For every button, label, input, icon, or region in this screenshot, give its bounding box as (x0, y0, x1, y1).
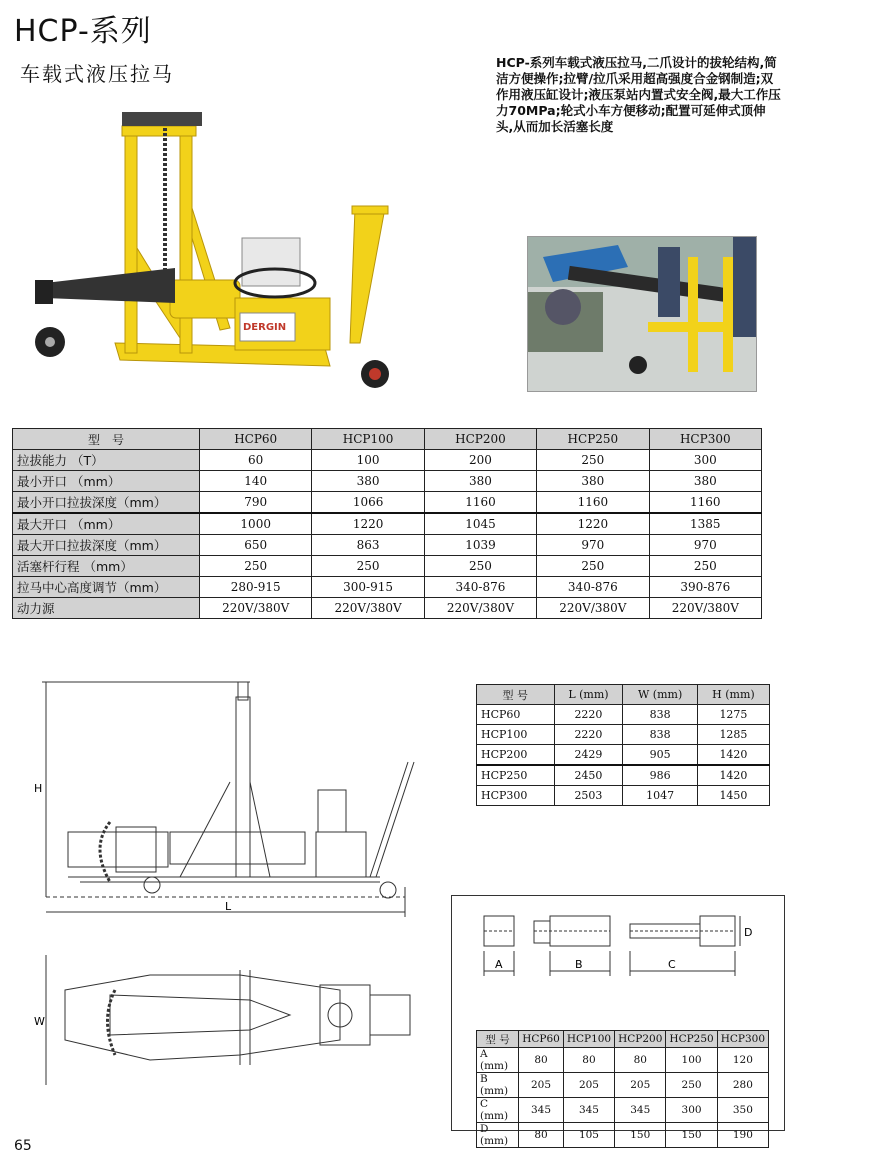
header-cell: HCP300 (717, 1031, 768, 1048)
header-cell: HCP100 (563, 1031, 614, 1048)
side-view-drawing (20, 672, 440, 922)
product-description: HCP-系列车载式液压拉马,二爪设计的拔轮结构,简洁方便操作;拉臂/拉爪采用超高强度合金钢制造;双作用液压缸设计;液压泵站内置式安全阀,最大工作压力70MPa;轮式小车方便移动;配置可延伸式顶伸头,从而加长活塞长度 (496, 55, 781, 134)
header-cell: HCP60 (519, 1031, 564, 1048)
table-row (477, 786, 770, 806)
table-cell: 220V/380V (649, 598, 761, 619)
table-row (13, 535, 762, 556)
table-cell: 1066 (312, 492, 424, 514)
table-cell: HCP60 (477, 705, 555, 725)
table-row (477, 1098, 769, 1123)
page-number: 65 (14, 1138, 32, 1154)
table-cell: 970 (537, 535, 649, 556)
table-cell: 120 (717, 1048, 768, 1073)
extension-head-table (476, 1030, 769, 1148)
dim-label-w: W (34, 1015, 45, 1028)
table-cell: 2503 (554, 786, 623, 806)
table-cell: 250 (312, 556, 424, 577)
table-cell: 863 (312, 535, 424, 556)
table-cell: 250 (666, 1073, 717, 1098)
table-cell: 1039 (424, 535, 536, 556)
table-cell: 970 (649, 535, 761, 556)
page-subtitle: 车载式液压拉马 (20, 62, 174, 86)
table-cell: 905 (623, 745, 697, 766)
table-cell: C (mm) (477, 1098, 519, 1123)
table-cell: 220V/380V (312, 598, 424, 619)
table-cell: 250 (537, 556, 649, 577)
table-header-row (477, 1031, 769, 1048)
table-cell: 1160 (537, 492, 649, 514)
table-cell: 380 (424, 471, 536, 492)
table-cell: 1275 (697, 705, 769, 725)
table-cell: 250 (537, 450, 649, 471)
table-row (13, 450, 762, 471)
table-row (13, 598, 762, 619)
dimension-table (476, 684, 770, 806)
table-cell: 250 (200, 556, 312, 577)
header-cell: HCP250 (537, 429, 649, 450)
table-cell: 280-915 (200, 577, 312, 598)
header-cell: 型 号 (13, 429, 200, 450)
row-label: 拉拔能力 （T） (13, 450, 200, 471)
table-cell: 150 (615, 1123, 666, 1148)
table-cell: 838 (623, 705, 697, 725)
table-cell: 250 (649, 556, 761, 577)
header-cell: 型 号 (477, 685, 555, 705)
extension-head-drawing (452, 896, 784, 1006)
table-cell: 345 (615, 1098, 666, 1123)
table-cell: 380 (312, 471, 424, 492)
table-cell: 380 (537, 471, 649, 492)
header-cell: HCP200 (424, 429, 536, 450)
table-cell: 1160 (649, 492, 761, 514)
table-header-row (13, 429, 762, 450)
table-cell: 790 (200, 492, 312, 514)
dim-label-d: D (744, 926, 753, 939)
table-cell: 80 (615, 1048, 666, 1073)
table-row (13, 577, 762, 598)
table-cell: 345 (563, 1098, 614, 1123)
table-cell: 300 (666, 1098, 717, 1123)
dim-label-c: C (668, 958, 676, 971)
table-cell: 80 (519, 1048, 564, 1073)
table-cell: 1047 (623, 786, 697, 806)
header-cell: 型 号 (477, 1031, 519, 1048)
dim-label-b: B (575, 958, 583, 971)
table-cell: 345 (519, 1098, 564, 1123)
table-cell: 1420 (697, 745, 769, 766)
usage-photo (527, 236, 757, 392)
table-cell: 1285 (697, 725, 769, 745)
row-label: 活塞杆行程 （mm） (13, 556, 200, 577)
table-row (477, 765, 770, 786)
table-cell: 1450 (697, 786, 769, 806)
table-row (13, 471, 762, 492)
table-cell: HCP250 (477, 765, 555, 786)
table-cell: A (mm) (477, 1048, 519, 1073)
header-cell: HCP60 (200, 429, 312, 450)
table-row (477, 1073, 769, 1098)
table-cell: 200 (424, 450, 536, 471)
table-row (477, 705, 770, 725)
product-photo (30, 98, 410, 398)
table-cell: 205 (615, 1073, 666, 1098)
table-cell: 100 (312, 450, 424, 471)
row-label: 最大开口 （mm） (13, 513, 200, 535)
table-cell: 190 (717, 1123, 768, 1148)
table-cell: 300-915 (312, 577, 424, 598)
spec-table (12, 428, 762, 619)
table-cell: 250 (424, 556, 536, 577)
table-cell: 350 (717, 1098, 768, 1123)
table-cell: 300 (649, 450, 761, 471)
table-cell: 1420 (697, 765, 769, 786)
header-cell: HCP100 (312, 429, 424, 450)
table-cell: 105 (563, 1123, 614, 1148)
header-cell: HCP200 (615, 1031, 666, 1048)
table-cell: 205 (519, 1073, 564, 1098)
table-row (477, 745, 770, 766)
dim-label-h: H (34, 782, 43, 795)
table-cell: 205 (563, 1073, 614, 1098)
table-cell: HCP300 (477, 786, 555, 806)
table-row (477, 1123, 769, 1148)
table-cell: 1000 (200, 513, 312, 535)
table-cell: B (mm) (477, 1073, 519, 1098)
brand-label: DERGIN (243, 322, 287, 333)
table-row (477, 725, 770, 745)
row-label: 最大开口拉拔深度（mm） (13, 535, 200, 556)
table-cell: 80 (563, 1048, 614, 1073)
header-cell: HCP300 (649, 429, 761, 450)
table-cell: 380 (649, 471, 761, 492)
table-cell: 220V/380V (200, 598, 312, 619)
page-title: HCP-系列 (14, 14, 152, 49)
table-cell: 2450 (554, 765, 623, 786)
table-cell: 60 (200, 450, 312, 471)
table-cell: 150 (666, 1123, 717, 1148)
table-header-row (477, 685, 770, 705)
table-cell: HCP100 (477, 725, 555, 745)
table-cell: 2429 (554, 745, 623, 766)
table-cell: 390-876 (649, 577, 761, 598)
table-cell: 220V/380V (537, 598, 649, 619)
table-cell: 1220 (312, 513, 424, 535)
row-label: 最小开口拉拔深度（mm） (13, 492, 200, 514)
table-cell: 140 (200, 471, 312, 492)
table-cell: 1220 (537, 513, 649, 535)
table-row (13, 556, 762, 577)
table-cell: 340-876 (424, 577, 536, 598)
top-view-drawing (20, 945, 440, 1095)
table-row (13, 492, 762, 514)
dim-label-a: A (495, 958, 503, 971)
table-row (13, 513, 762, 535)
row-label: 动力源 (13, 598, 200, 619)
dim-label-l: L (225, 900, 232, 913)
table-cell: 838 (623, 725, 697, 745)
table-row (477, 1048, 769, 1073)
table-cell: 2220 (554, 725, 623, 745)
table-cell: 100 (666, 1048, 717, 1073)
header-cell: HCP250 (666, 1031, 717, 1048)
table-cell: 1160 (424, 492, 536, 514)
table-cell: 986 (623, 765, 697, 786)
header-cell: L (mm) (554, 685, 623, 705)
table-cell: 280 (717, 1073, 768, 1098)
table-cell: 1045 (424, 513, 536, 535)
table-cell: 80 (519, 1123, 564, 1148)
row-label: 拉马中心高度调节（mm） (13, 577, 200, 598)
header-cell: H (mm) (697, 685, 769, 705)
table-cell: HCP200 (477, 745, 555, 766)
table-cell: 2220 (554, 705, 623, 725)
header-cell: W (mm) (623, 685, 697, 705)
table-cell: 650 (200, 535, 312, 556)
table-cell: 340-876 (537, 577, 649, 598)
table-cell: 1385 (649, 513, 761, 535)
row-label: 最小开口 （mm） (13, 471, 200, 492)
table-cell: 220V/380V (424, 598, 536, 619)
table-cell: D (mm) (477, 1123, 519, 1148)
